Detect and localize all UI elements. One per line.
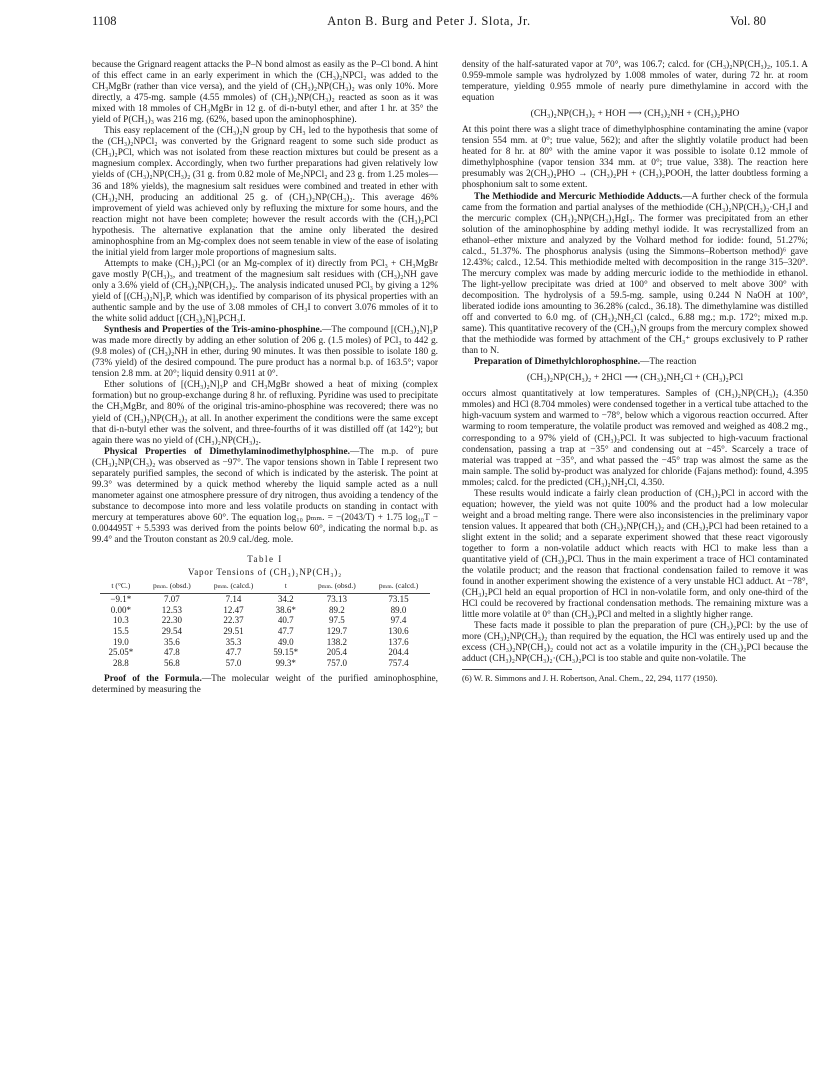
paragraph: These facts made it possible to plan the preparation of pure (CH₃)₂PCl: by the use of more (CH₃)₂NP(CH₃)₂ than required by the equation, the HCl was entirely used up and the excess (CH₃)₂NP(CH₃)₂ could not act as a volatile impurity in the (CH₃)₂PCl because the adduct (CH₃)₂NP(CH₃)₂·(CH₃)₂PCl is too stable and quite non-volatile. The <box>462 621 808 665</box>
section-paragraph <box>92 674 438 696</box>
table-cell: 47.7 <box>277 625 294 636</box>
table-cell: 57.0 <box>225 657 242 668</box>
running-head-authors: Anton B. Burg and Peter J. Slota, Jr. <box>327 14 531 28</box>
table-cell: 205.4 <box>326 647 347 658</box>
section-text: —The reaction <box>640 357 697 368</box>
volume-label: Vol. 80 <box>730 14 766 28</box>
paragraph: This easy replacement of the (CH₃)₂N group by CH₃ led to the hypothesis that some of the (CH₃)₂NPCl₂ was converted by the Grignard reagent to some such side product as (CH₃)₂PCl, which was not isolated from these reaction mixtures but could be present as a magnesium complex. Accordingly, when two further preparations had given relatively low yields of (CH₃)₂NP(CH₃)₂ (31 g. from 0.82 mole of Me₂NPCl₂ and 23 g. from 1.25 moles—36 and 18% yields), the magnesium salt residues were combined and treated in ether with (CH₃)₂NH, producing an additional 25 g. of (CH₃)₂NP(CH₃)₂. This average 46% improvement of yield was achieved only by refluxing the mixture for some hours, and the reaction might not have been complete; however the result accords with the (CH₃)₂PCl hypothesis. The alternative explanation that the amine only liberated the desired aminophosphine from an Mg-complex does not seem tenable in view of the ease of isolating the initial yield from larger mole proportions of magnesium salts. <box>92 126 438 258</box>
section-text: —A further check of the formula came from the formation and partial analyses of the methiodide (CH₃)₂NP(CH₃)₂·CH₃I and the mercuric complex (CH₃)₂NP(CH₃)₃HgI₃. The former was precipitated from an ether solution of the aminophosphine by adding methyl iodide. It was recrystallized from an ethanol–ether mixture and analyzed by the Volhard method for iodide: found, 51.27%; calcd., 51.37%. The phosphorus analysis (using the Simmons–Robertson method)⁶ gave 12.43%; calcd., 12.54. This methiodide melted with decomposition in the range 315–320°. The mercury complex was made by adding mercuric iodide to the methiodide in ethanol. The light-yellow precipitate was dried at 100° and observed to melt above 300° with decomposition. The hydrolysis of a 59.5-mg. sample, using 0.244 N NaOH at 100°, liberated iodide ions amounting to 36.28% (calcd., 36.18). The dimethylamine was distilled off and converted to 6.0 mg. of (CH₃)₂NH₂Cl (calcd., 6.88 mg.; m.p. 172°; mixed m.p. same). This quantitative recovery of the (CH₃)₂N groups from the mercury complex showed that the methiodide was formed by attachment of the CH₃⁺ groups exclusively to P rather than to N. <box>462 191 808 357</box>
table-cell: 22.30 <box>161 615 182 626</box>
table-cell: 97.4 <box>390 615 407 626</box>
table-cell: 35.6 <box>164 636 180 647</box>
paragraph: At this point there was a slight trace of dimethylphosphine contaminating the amine (vapor tension 554 mm. at 0°; true value, 562); and after the slightly volatile product had been heated for 8 hr. at 80° with the amine vapor it was possible to isolate 0.12 mmole of dimethylphosphine (vapor tension 334 mm. at 0°; true value, 338). The reaction here presumably was 2(CH₃)₂PHO → (CH₃)₂PH + (CH₃)₂POOH, the latter doubtless forming a phosphonium salt to some extent. <box>462 125 808 191</box>
section-paragraph <box>462 192 808 358</box>
table-row <box>100 605 430 616</box>
hydrolysis-equation: (CH₃)₂NP(CH₃)₂ + HOH ⟶ (CH₃)₂NH + (CH₃)₂PHO <box>530 109 740 120</box>
table-cell: 47.8 <box>164 647 180 658</box>
table-cell: 73.15 <box>388 594 409 605</box>
table-cell: 757.4 <box>388 657 409 668</box>
table-cell: 129.7 <box>326 625 347 636</box>
table-header-cell: pₘₘ. (calcd.) <box>367 582 430 594</box>
chlorination-equation: (CH₃)₂NP(CH₃)₂ + 2HCl ⟶ (CH₃)₂NH₂Cl + (CH₃)₂PCl <box>526 373 744 384</box>
section-heading: The Methiodide and Mercuric Methiodide Adducts. <box>474 191 683 202</box>
table-cell: 0.00* <box>110 604 131 615</box>
paragraph: density of the half-saturated vapor at 70°, was 106.7; calcd. for (CH₃)₂NP(CH₃)₂, 105.1. A 0.959-mmole sample was hydrolyzed by 1.008 mmoles of water, during 72 hr. at room temperature, yielding 0.955 mmole of nearly pure dimethylamine in accord with the equation <box>462 60 808 104</box>
paragraph: These results would indicate a fairly clean production of (CH₃)₂PCl in accord with the equation; however, the yield was not quite 100% and the product had a low molecular weight and a broad melting range. There were also inconsistencies in the preliminary vapor tension values. It appeared that both (CH₃)₂NP(CH₃)₂ and (CH₃)₂PCl had been retained to a slight extent in the solid; and a separate experiment showed that these react vigorously together to form a non-volatile adduct which reacts with HCl to make less than a quantitative yield of (CH₃)₂PCl. Thus in the main experiment a trace of HCl contaminated the volatile product; and the reason that fractional condensation failed to remove it was found in another experiment showing the existence of a very unstable HCl adduct. At −78°, (CH₃)₂PCl held an equal proportion of HCl in non-volatile form, and only one-third of the HCl could be recovered by fractional condensation methods. The remaining mixture was a little more volatile at 0° than (CH₃)₂PCl and melted in a slightly higher range. <box>462 488 808 621</box>
table-cell: 7.14 <box>225 594 242 605</box>
page-number: 1108 <box>92 14 117 28</box>
table-cell: 89.2 <box>328 604 345 615</box>
page-header <box>92 14 766 34</box>
table-cell: 73.13 <box>326 594 347 605</box>
vapor-tension-table <box>100 582 430 668</box>
section-paragraph <box>92 325 438 380</box>
table-cell: 99.3* <box>275 657 296 668</box>
footnote-rule <box>462 669 572 670</box>
section-heading: Preparation of Dimethylchlorophosphine. <box>474 357 641 368</box>
table-cell: 29.51 <box>223 625 244 636</box>
section-heading: Physical Properties of Dimethylaminodimethylphosphine. <box>104 446 350 457</box>
table-row <box>100 626 430 637</box>
table-header-cell: pₘₘ. (obsd.) <box>142 582 202 594</box>
table-header-cell: t <box>265 582 307 594</box>
paragraph: Ether solutions of [(CH₃)₂N]₃P and CH₃MgBr showed a heat of mixing (complex formation) but no group-exchange during 8 hr. of refluxing. Pyridine was used to precipitate the CH₃MgBr, and 80% of the original tris-amino-phosphine was recovered; there was no yield of (CH₃)₂NP(CH₃)₂ at all. In another experiment the conditions were the same except that di-n-butyl ether was the solvent, and three-fourths of it was distilled off (at 142°); but again there was no yield of (CH₃)₂NP(CH₃)₂. <box>92 380 438 446</box>
section-text: —The compound [(CH₃)₂N]₃P was made more directly by adding an ether solution of 206 g. (1.5 moles) of PCl₃ to 442 g. (9.8 moles) of (CH₃)₂NH in ether, during 90 minutes. It was then possible to isolate 180 g. (73% yield) of the desired compound. The pure product has a normal b.p. of 163.5°; vapor tension 2.8 mm. at 20°; liquid density 0.911 at 0°. <box>92 325 438 380</box>
right-column <box>462 60 808 684</box>
section-paragraph <box>462 357 808 368</box>
table-cell: 15.5 <box>112 625 129 636</box>
table-cell: 34.2 <box>277 594 294 605</box>
table-cell: 29.54 <box>161 625 182 636</box>
table-header-cell: pₘₘ. (calcd.) <box>202 582 265 594</box>
paragraph: occurs almost quantitatively at low temperatures. Samples of (CH₃)₂NP(CH₃)₂ (4.350 mmoles) and HCl (8.704 mmoles) were condensed together in a vertical tube attached to the high-vacuum system and warmed to −78°, below which a vigorous reaction occurred. After warming to room temperature, the volatile product was removed and weighed as 408.2 mg., corresponding to a 97% yield of (CH₃)₂PCl. It was subjected to high-vacuum fractional condensation, passing a trap at −35° and condensing out at −45°. Scarcely a trace of material was trapped at −35°, and what passed the −45° trap was almost the same as the main sample. The solid by-product was analyzed for chloride (Fajans method): found, 4.395 mmoles; calcd. for the predicted (CH₃)₂NH₂Cl, 4.350. <box>462 389 808 488</box>
table-cell: 97.5 <box>328 615 345 626</box>
table-row <box>100 594 430 605</box>
table-cell: 204.4 <box>388 647 409 658</box>
table-cell: 47.7 <box>225 647 242 658</box>
table-header-cell: pₘₘ. (obsd.) <box>307 582 367 594</box>
table-cell: −9.1* <box>110 594 132 605</box>
footnote: (6) W. R. Simmons and J. H. Robertson, Anal. Chem., 22, 294, 1177 (1950). <box>462 674 718 684</box>
table-subtitle: Vapor Tensions of (CH₃)₂NP(CH₃)₂ <box>187 567 343 578</box>
table-cell: 12.53 <box>161 604 182 615</box>
paragraph: Attempts to make (CH₃)₂PCl (or an Mg-complex of it) directly from PCl₃ + CH₃MgBr gave mostly P(CH₃)₃, and treatment of the magnesium salt residues with (CH₃)₂NH gave only a 3.6% yield of (CH₃)₂NP(CH₃)₂. The analysis indicated unused PCl₃ by giving a 12% yield of [(CH₃)₂N]₃P, which was identified by comparison of its physical properties with an authentic sample and by the use of 3.08 mmoles of CH₃I to convert 3.076 mmoles of it to the white solid adduct [(CH₃)₂N]₃PCH₃I. <box>92 258 438 325</box>
table-cell: 130.6 <box>388 625 409 636</box>
table-cell: 19.0 <box>112 636 129 647</box>
table-cell: 38.6* <box>275 604 296 615</box>
table-cell: 757.0 <box>326 657 347 668</box>
section-text: —The m.p. of pure (CH₃)₂NP(CH₃)₂ was observed as −97°. The vapor tensions shown in Table I represent two separately purified samples, the second of which is indicated by the asterisk. The point at 99.3° was determined by a quick method whereby the liquid sample acted as a null manometer against one atmosphere pressure of dry nitrogen, thus avoiding a tendency of the substance to decompose into more and less volatile products on standing in contact with mercury at temperatures above 60°. The equation log₁₀ pₘₘ. = −(2043/T) + 1.75 log₁₀T − 0.004495T + 5.5393 was derived from the points below 60°, indicating the normal b.p. as 99.4° and the Trouton constant as 20.9 cal./deg. mole. <box>92 446 438 546</box>
table-row <box>100 615 430 626</box>
table-title: Table I <box>247 554 283 565</box>
table-cell: 28.8 <box>112 657 129 668</box>
table-cell: 35.3 <box>225 636 242 647</box>
table-header-cell: t (°C.) <box>100 582 142 594</box>
table-cell: 137.6 <box>388 636 409 647</box>
section-heading: Synthesis and Properties of the Tris-amino-phosphine. <box>104 325 323 336</box>
paragraph: because the Grignard reagent attacks the P–N bond almost as easily as the P–Cl bond. A hint of this effect came in an early experiment in which the (CH₃)₂NPCl₂ was added to the CH₃MgBr (rather than vice versa), and the yield of (CH₃)₂NP(CH₃)₂ was only 10%. More directly, a 475-mg. sample (4.55 mmoles) of (CH₃)₂NP(CH₃)₂ reacted as soon as it was mixed with 18 mmoles of CH₃MgBr in 12 g. of di-n-butyl ether, and after 1 hr. at 35° the yield of P(CH₃)₃ was 216 mg. (62%, based upon the aminophosphine). <box>92 60 438 126</box>
table-cell: 56.8 <box>164 657 180 668</box>
section-text: —The molecular weight of the purified aminophosphine, determined by measuring the <box>92 674 438 696</box>
section-paragraph <box>92 447 438 546</box>
table-cell: 59.15* <box>273 647 299 658</box>
table-cell: 138.2 <box>326 636 347 647</box>
table-cell: 49.0 <box>277 636 294 647</box>
table-row <box>100 637 430 648</box>
table-row <box>100 658 430 669</box>
table-cell: 25.05* <box>108 647 134 658</box>
table-row <box>100 647 430 658</box>
left-column <box>92 60 438 696</box>
section-heading: Proof of the Formula. <box>104 674 202 685</box>
table-cell: 7.07 <box>164 594 180 605</box>
table-cell: 12.47 <box>223 604 244 615</box>
table-cell: 40.7 <box>277 615 294 626</box>
table-cell: 10.3 <box>112 615 129 626</box>
table-cell: 89.0 <box>390 604 407 615</box>
table-cell: 22.37 <box>223 615 244 626</box>
